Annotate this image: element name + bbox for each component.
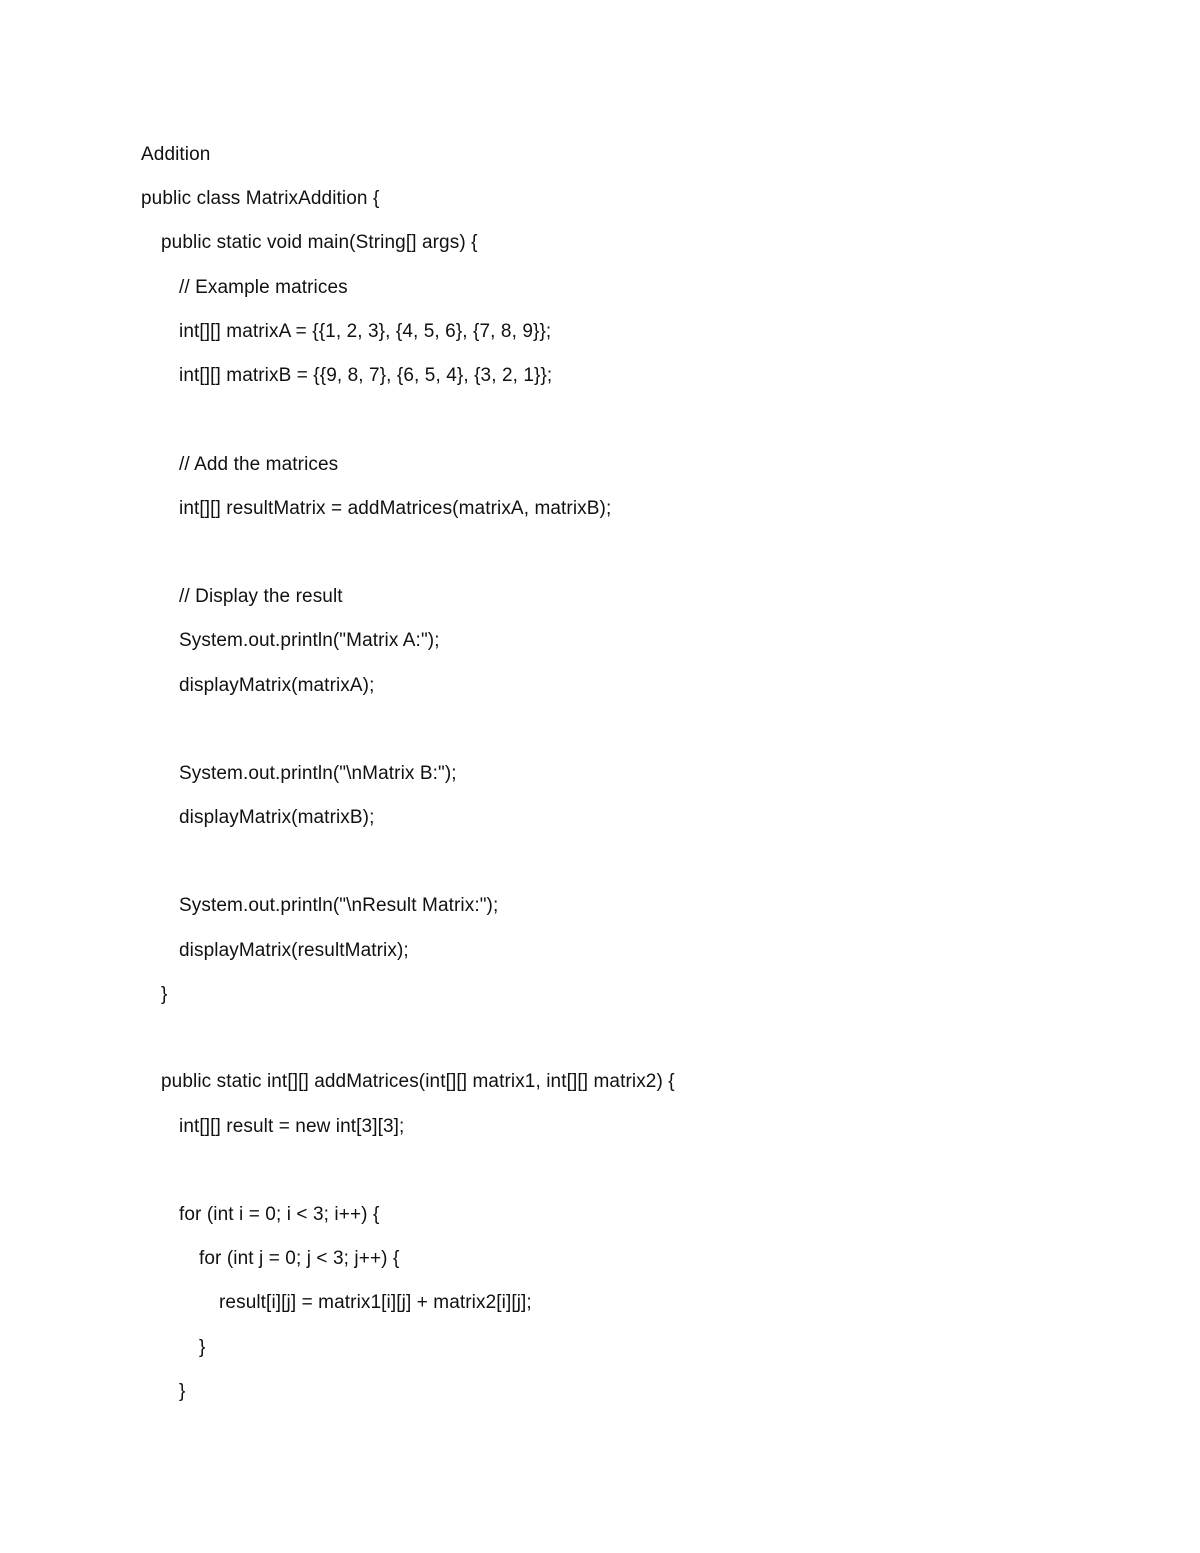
code-line: }	[199, 1337, 206, 1358]
code-line: }	[179, 1381, 186, 1402]
code-line: // Display the result	[179, 586, 343, 607]
code-line: result[i][j] = matrix1[i][j] + matrix2[i][j];	[219, 1292, 532, 1313]
code-line: // Example matrices	[179, 277, 348, 298]
code-line: public static void main(String[] args) {	[161, 232, 478, 253]
code-line: int[][] matrixA = {{1, 2, 3}, {4, 5, 6}, {7, 8, 9}};	[179, 321, 552, 342]
code-line: displayMatrix(matrixB);	[179, 807, 375, 828]
code-line: int[][] result = new int[3][3];	[179, 1116, 405, 1137]
code-line: System.out.println("Matrix A:");	[179, 630, 440, 651]
document-heading: Addition	[141, 144, 211, 165]
code-line: public static int[][] addMatrices(int[][] matrix1, int[][] matrix2) {	[161, 1071, 675, 1092]
code-line: public class MatrixAddition {	[141, 188, 380, 209]
code-line: int[][] matrixB = {{9, 8, 7}, {6, 5, 4}, {3, 2, 1}};	[179, 365, 553, 386]
code-line: int[][] resultMatrix = addMatrices(matrixA, matrixB);	[179, 498, 612, 519]
code-line: }	[161, 984, 168, 1005]
code-line: System.out.println("\nResult Matrix:");	[179, 895, 499, 916]
code-line: displayMatrix(matrixA);	[179, 675, 375, 696]
code-line: System.out.println("\nMatrix B:");	[179, 763, 457, 784]
code-line: for (int j = 0; j < 3; j++) {	[199, 1248, 400, 1269]
code-line: displayMatrix(resultMatrix);	[179, 940, 409, 961]
code-line: // Add the matrices	[179, 454, 339, 475]
code-line: for (int i = 0; i < 3; i++) {	[179, 1204, 380, 1225]
